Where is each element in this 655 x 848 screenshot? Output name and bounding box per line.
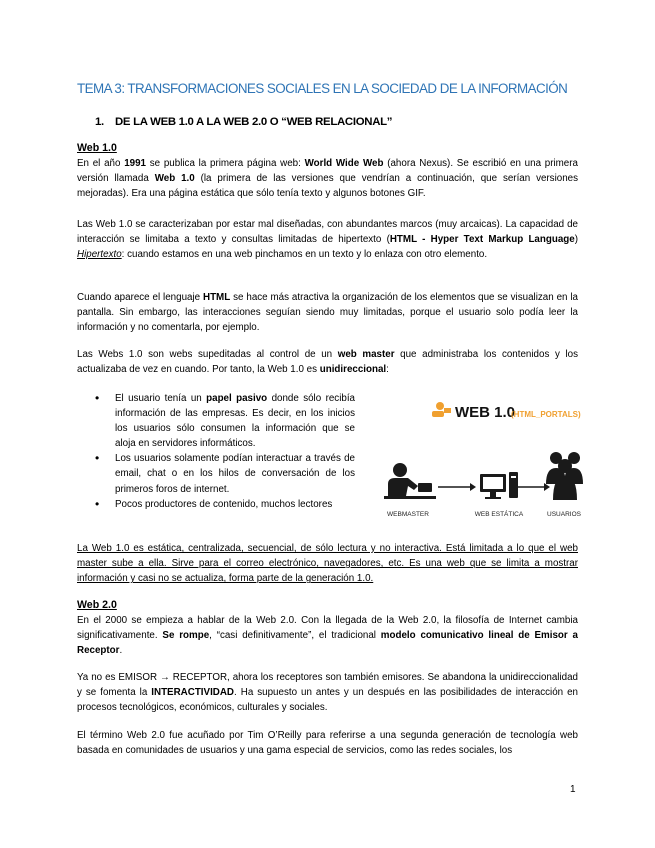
text-run: En el año	[77, 158, 125, 169]
text-run: En el 2000 se empieza a hablar de la Web 2.0. Con la llegada de la Web 2.0, la filosofía de Internet cambia significativamente.	[77, 615, 578, 642]
web2-paragraph-3	[77, 728, 578, 758]
text-run: que administraba los contenidos y los actualizaba de vez en cuando. Por tanto, la Web 1.0 es	[77, 349, 578, 376]
text-run: El término Web 2.0 fue acuñado por Tim O’Reilly para referirse a una segunda generación de tecnología web basada en comunidades de usuarios y una gama especial de servicios, como las redes sociales, los	[77, 730, 578, 757]
diagram-title: WEB 1.0	[455, 404, 516, 421]
web2-heading: Web 2.0	[77, 599, 117, 611]
section-subtitle	[95, 116, 392, 128]
text-run: INTERACTIVIDAD	[151, 687, 235, 699]
web1-paragraph-4	[77, 347, 578, 377]
text-run: Ya no es EMISOR → RECEPTOR, ahora los receptores son también emisores. Se abandona la unidireccionalidad y se fomenta la	[77, 672, 578, 699]
web1-paragraph-2	[77, 217, 578, 262]
text-run: :	[386, 364, 389, 376]
document-title: TEMA 3: TRANSFORMACIONES SOCIALES EN LA SOCIEDAD DE LA INFORMACIÓN	[77, 81, 568, 96]
web2-paragraph-2	[77, 670, 578, 715]
web1-paragraph-3	[77, 290, 578, 335]
text-run: HTML	[203, 292, 231, 303]
text-run: World Wide Web	[304, 158, 384, 169]
bullet-item	[93, 497, 355, 512]
diagram-title-suffix: (HTML_PORTALS)	[511, 410, 581, 419]
text-run: (la primera de las versiones que vendrían a continuación, que serían versiones mejoradas). Era una página estática que sólo tenía texto y algunos botones GIF.	[77, 173, 579, 200]
text-run: . Ha supuesto un antes y un después en las posibilidades de interacción en procesos tecnológicos, económicos, culturales y sociales.	[77, 687, 578, 714]
web2-paragraph-1	[77, 613, 578, 658]
web1-bullet-list	[93, 391, 355, 512]
text-run: La Web 1.0 es estática, centralizada, secuencial, de sólo lectura y no interactiva. Está limitada a lo que el web master sube a ella. Sirve para el correo electrónico, navegadores, etc. Es una web que se limita a mostrar información y casi no se actualiza, forma parte de la generación 1.0.	[77, 543, 578, 585]
web1-diagram	[378, 392, 583, 522]
text-run: : cuando estamos en una web pinchamos en un texto y lo enlaza con otro elemento.	[121, 249, 488, 261]
text-run: papel pasivo	[206, 393, 268, 404]
text-run: Pocos productores de contenido, muchos lectores	[115, 498, 333, 510]
text-run: 1991	[124, 158, 146, 169]
page-number: 1	[570, 784, 576, 795]
text-run: Las Webs 1.0 son webs supeditadas al control de un	[77, 349, 338, 360]
users-group-icon	[546, 452, 583, 500]
subtitle-number: 1.	[95, 116, 104, 128]
text-run: )	[574, 234, 578, 246]
text-run: se hace más atractiva la organización de los elementos que se visualizan en la pantalla. Sin embargo, las interacciones seguían siendo muy limitadas, porque el usuario solo podía leer la información y no comentarla, por ejemplo.	[77, 292, 578, 334]
webmaster-icon-small	[432, 402, 451, 417]
text-run: Se rompe	[162, 630, 210, 642]
text-run: Cuando aparece el lenguaje	[77, 292, 203, 303]
web1-summary	[77, 541, 578, 586]
diagram-label-users: USUARIOS	[547, 511, 581, 518]
diagram-label-static-web: WEB ESTÁTICA	[474, 511, 524, 518]
text-run: (ahora Nexus). Se escribió en una primera versión llamada	[77, 158, 578, 185]
text-run: modelo comunicativo lineal de Emisor a Receptor	[77, 630, 578, 657]
text-run: , “casi definitivamente”, el tradicional	[209, 630, 381, 642]
computer-icon	[480, 472, 518, 499]
text-run: web master	[337, 349, 395, 360]
text-run: Hipertexto	[77, 249, 122, 261]
text-run: unidireccional	[319, 364, 387, 376]
diagram-label-webmaster: WEBMASTER	[387, 511, 429, 518]
web1-heading: Web 1.0	[77, 142, 117, 154]
text-run: Los usuarios solamente podían interactuar a través de email, chat o en los hilos de conversación de los primeros foros de internet.	[115, 453, 355, 495]
web1-paragraph-1	[77, 156, 578, 201]
text-run: El usuario tenía un	[115, 393, 207, 404]
text-run: Web 1.0	[154, 173, 195, 185]
text-run: se publica la primera página web:	[146, 158, 305, 169]
text-run: .	[119, 645, 123, 657]
web1-diagram-image	[378, 392, 583, 522]
bullet-item	[93, 391, 355, 451]
text-run: HTML - Hyper Text Markup Language	[389, 234, 575, 246]
bullet-item	[93, 451, 355, 496]
text-run: donde sólo recibía información de las empresas. Es decir, en los inicios los usuarios sólo consumen la información que se aloja en servidores informáticos.	[115, 393, 355, 450]
text-run: Las Web 1.0 se caracterizaban por estar mal diseñadas, con abundantes marcos (muy arcaicas). La capacidad de interacción se limitaba a texto y consultas limitadas de hipertexto (	[77, 219, 578, 246]
subtitle-text: DE LA WEB 1.0 A LA WEB 2.0 O “WEB RELACIONAL”	[115, 116, 393, 128]
webmaster-icon	[384, 463, 436, 499]
